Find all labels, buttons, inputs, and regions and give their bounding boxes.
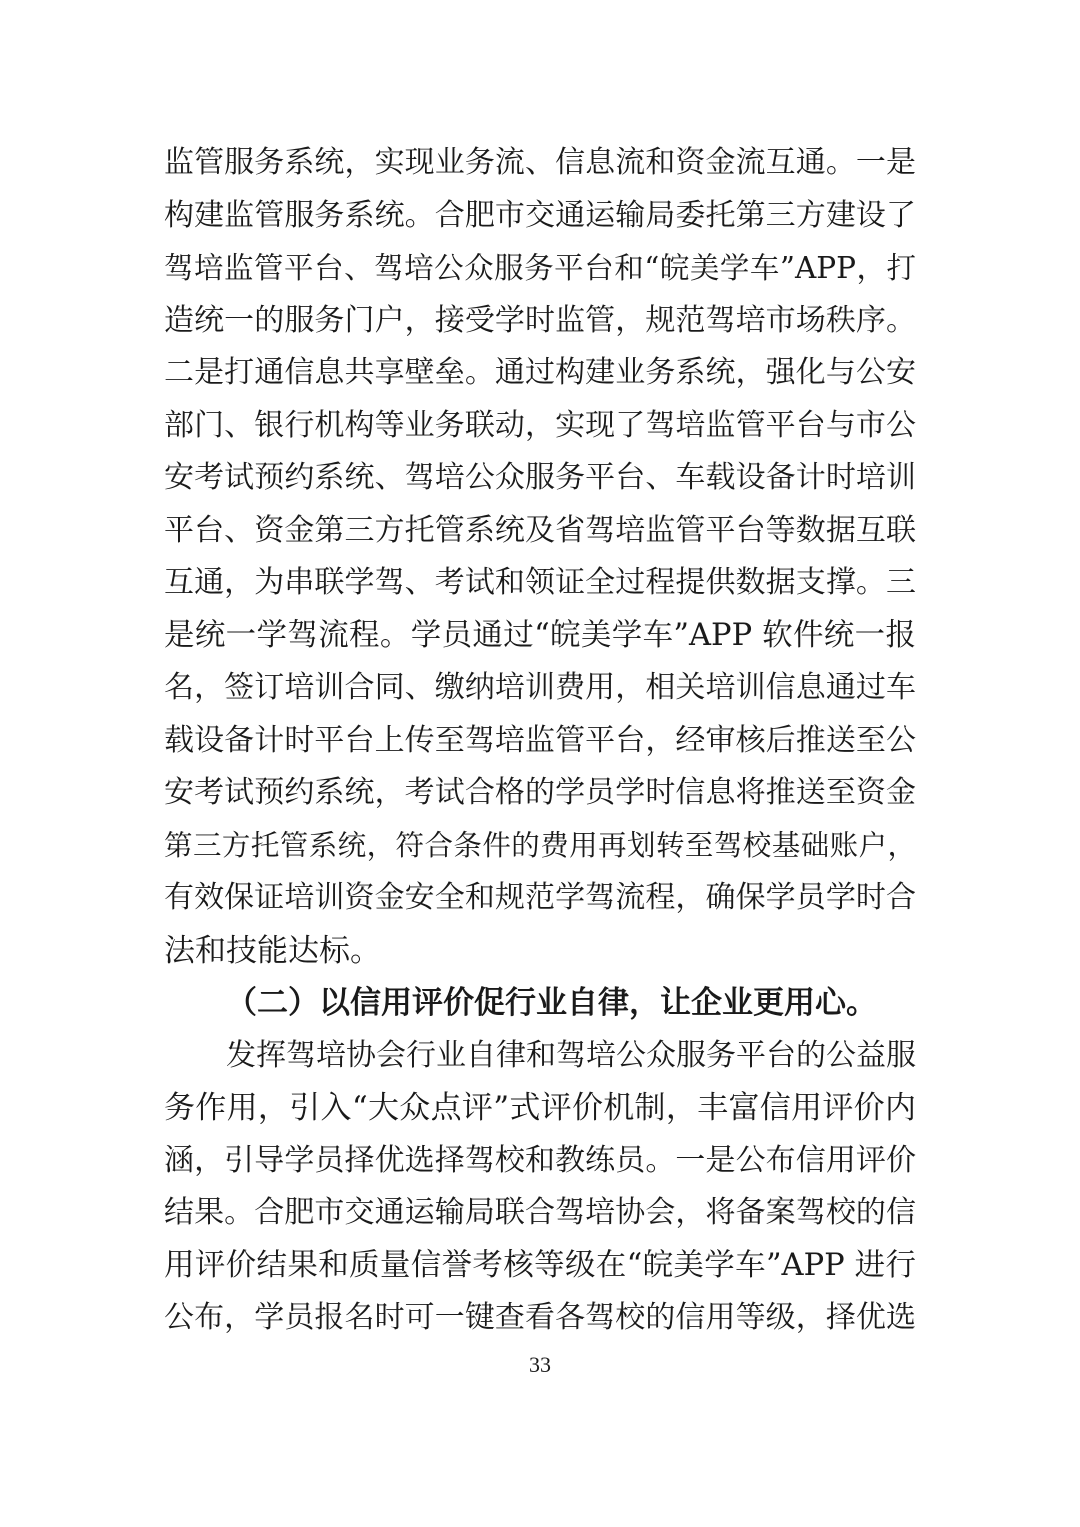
text-line: 安考试预约系统，考试合格的学员学时信息将推送至资金	[164, 775, 916, 810]
text-line: 务作用，引入“大众点评”式评价机制，丰富信用评价内	[164, 1090, 916, 1126]
text-line: 二是打通信息共享壁垒。通过构建业务系统，强化与公安	[164, 355, 916, 390]
text-line: 部门、银行机构等业务联动，实现了驾培监管平台与市公	[164, 407, 916, 443]
text-line: 法和技能达标。	[164, 932, 381, 969]
text-line: 安考试预约系统、驾培公众服务平台、车载设备计时培训	[164, 460, 916, 495]
text-line: 名，签订培训合同、缴纳培训费用，相关培训信息通过车	[164, 670, 916, 705]
text-line: 造统一的服务门户，接受学时监管，规范驾培市场秩序。	[164, 302, 916, 338]
text-line: 监管服务系统，实现业务流、信息流和资金流互通。一是	[164, 145, 916, 180]
text-line: 是统一学驾流程。学员通过“皖美学车”APP 软件统一报	[164, 617, 916, 653]
text-line: 有效保证培训资金安全和规范学驾流程，确保学员学时合	[164, 880, 916, 915]
text-line: 平台、资金第三方托管系统及省驾培监管平台等数据互联	[164, 512, 916, 548]
text-line: 公布，学员报名时可一键查看各驾校的信用等级，择优选	[164, 1300, 916, 1335]
text-line: 载设备计时平台上传至驾培监管平台，经审核后推送至公	[164, 722, 916, 758]
text-line: 用评价结果和质量信誉考核等级在“皖美学车”APP 进行	[164, 1247, 916, 1283]
text-line: 驾培监管平台、驾培公众服务平台和“皖美学车”APP，打	[164, 251, 916, 285]
text-line: 构建监管服务系统。合肥市交通运输局委托第三方建设了	[164, 197, 916, 233]
page-number: 33	[529, 1352, 551, 1377]
text-line: 结果。合肥市交通运输局联合驾培协会，将备案驾校的信	[164, 1195, 916, 1230]
text-line: 涵，引导学员择优选择驾校和教练员。一是公布信用评价	[164, 1142, 916, 1178]
body-text-section-one	[164, 137, 916, 1345]
text-line: 第三方托管系统，符合条件的费用再划转至驾校基础账户，	[164, 828, 916, 862]
text-line: 互通，为串联学驾、考试和领证全过程提供数据支撑。三	[164, 565, 916, 600]
text-line: 发挥驾培协会行业自律和驾培公众服务平台的公益服	[226, 1037, 916, 1073]
section-heading: （二）以信用评价促行业自律，让企业更用心。	[226, 985, 877, 1021]
